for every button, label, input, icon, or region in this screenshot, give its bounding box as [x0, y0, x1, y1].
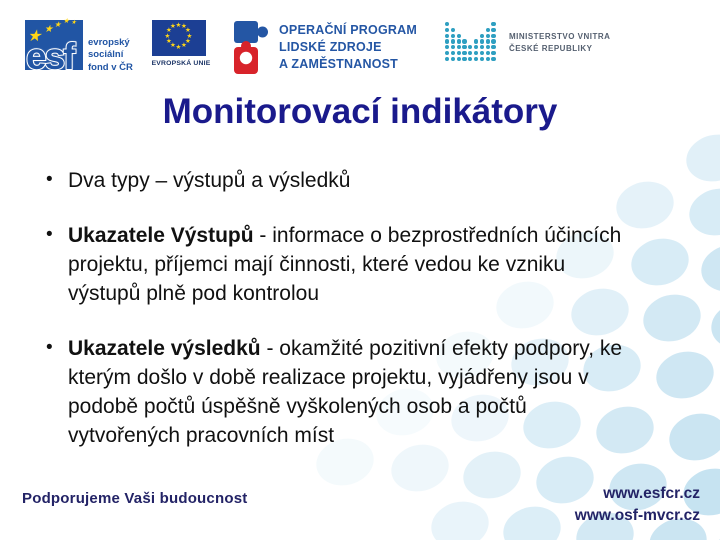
decorative-dot [681, 129, 720, 188]
bullet-list [40, 167, 640, 477]
puzzle-person-icon [231, 18, 271, 78]
eu-caption: EVROPSKÁ UNIE [151, 60, 211, 67]
mvcr-dot-matrix-icon [445, 22, 499, 64]
decorative-dot [684, 183, 720, 242]
bullet-item [40, 222, 640, 309]
bullet-bold-text: Ukazatele výsledků [68, 336, 261, 360]
star-icon [63, 18, 69, 25]
decorative-dot [426, 496, 493, 540]
star-icon [181, 43, 187, 50]
decorative-dot [706, 296, 720, 355]
bullet-item [40, 167, 640, 196]
star-icon [71, 20, 76, 26]
bullet-text: - okamžité pozitivní efekty podpory, ke kterým došlo v době realizace projektu, vyjádřeny jsou v podobě počtů úspěšně vyškolených osob a počtů vytvořených pracovních míst [68, 336, 623, 447]
footer-links [575, 483, 700, 526]
header-logos [25, 14, 610, 86]
decorative-dot [711, 519, 720, 540]
bullet-text: Dva typy – výstupů a výsledků [68, 169, 351, 192]
decorative-dot [638, 289, 705, 348]
bullet-text: - informace o bezprostředních účincích projektu, příjemci mají činnosti, které vedou ke vzniku výstupů plně pod kontrolou [68, 223, 622, 305]
oplzz-caption: OPERAČNÍ PROGRAM LIDSKÉ ZDROJE A ZAMĚSTNANOST [279, 23, 417, 71]
link-osf-mvcr[interactable]: www.osf-mvcr.cz [574, 506, 700, 524]
star-icon [44, 25, 53, 35]
decorative-dot [664, 408, 720, 467]
mvcr-logo [445, 14, 611, 64]
decorative-dot [696, 239, 720, 298]
link-esfcr[interactable]: www.esfcr.cz [603, 485, 700, 502]
decorative-dot [651, 346, 718, 405]
esf-caption: evropský sociální fond v ČR [88, 37, 133, 73]
oplzz-logo [231, 14, 417, 78]
eu-flag [152, 20, 206, 56]
eu-flag-logo [149, 14, 211, 86]
bullet-item [40, 335, 640, 451]
mvcr-caption: MINISTERSTVO VNITRA ČESKÉ REPUBLIKY [508, 32, 611, 54]
star-icon [170, 24, 176, 31]
star-icon [54, 21, 61, 29]
star-icon [176, 45, 182, 52]
slide-title: Monitorovací indikátory [162, 92, 558, 131]
footer-slogan: Podporujeme Vaši budoucnost [22, 490, 248, 507]
esf-acronym: esf [26, 36, 74, 77]
bullet-bold-text: Ukazatele Výstupů [68, 223, 254, 247]
decorative-dot [498, 501, 565, 540]
esf-logo [25, 14, 147, 86]
